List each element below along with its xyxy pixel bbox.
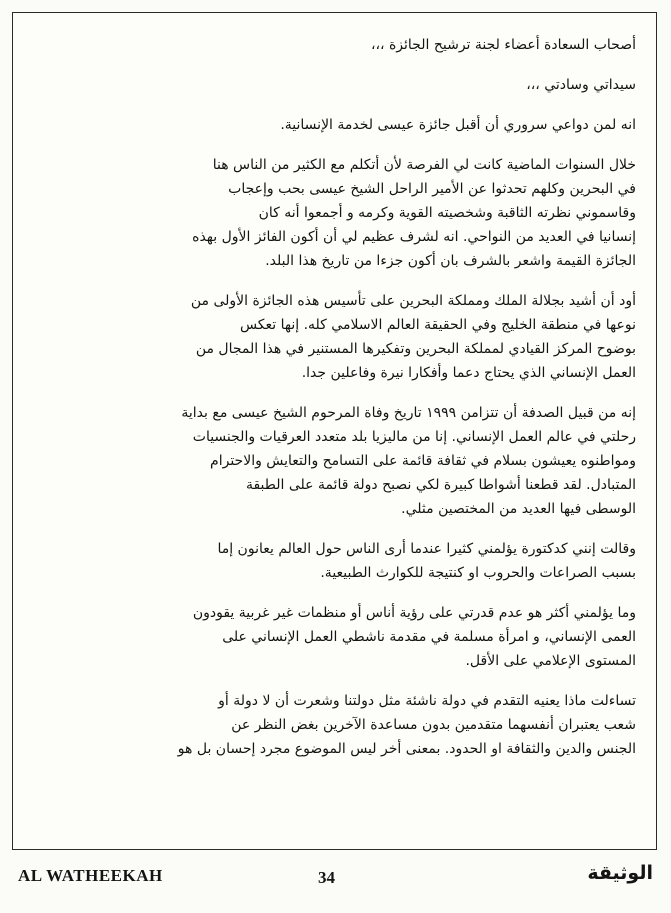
paragraph-line: في البحرين وكلهم تحدثوا عن الأمير الراحل الشيخ عيسى بحب وإعجاب	[228, 181, 636, 197]
salutation-line: أصحاب السعادة أعضاء لجنة ترشيح الجائزة ،،،	[370, 37, 636, 53]
paragraph-line: العمل الإنساني الذي يحتاج دعما وأفكارا نيرة وفاعلين جدا.	[301, 365, 636, 381]
paragraph-line: بسبب الصراعات والحروب او كنتيجة للكوارث الطبيعية.	[320, 565, 636, 581]
page-frame	[12, 12, 657, 850]
paragraph-line: وقاسموني نظرته الثاقبة وشخصيته القوية وكرمه و أجمعوا أنه كان	[258, 205, 636, 221]
paragraph-line: إنه من قبيل الصدفة أن تتزامن ١٩٩٩ تاريخ وفاة المرحوم الشيخ عيسى مع بداية	[181, 405, 636, 421]
paragraph-line: رحلتي في عالم العمل الإنساني. إنا من ماليزيا بلد متعدد العرقيات والجنسيات	[192, 429, 636, 445]
paragraph-line: الجائزة القيمة واشعر بالشرف بان أكون جزءا من تاريخ هذا البلد.	[265, 253, 636, 269]
page-footer	[0, 858, 671, 898]
salutation-line: سيداتي وسادتي ،،،	[526, 77, 636, 93]
paragraph-line: خلال السنوات الماضية كانت لي الفرصة لأن أتكلم مع الكثير من الناس هنا	[212, 157, 636, 173]
paragraph-line: وقالت إنني كدكتورة يؤلمني كثيرا عندما أرى الناس حول العالم يعانون إما	[217, 541, 636, 557]
paragraph-line: ومواطنوه يعيشون بسلام في ثقافة قائمة على التسامح والتعايش والاحترام	[210, 453, 636, 469]
paragraph-line: تساءلت ماذا يعنيه التقدم في دولة ناشئة مثل دولتنا وشعرت أن لا دولة أو	[218, 693, 636, 709]
paragraph-line: الوسطى فيها العديد من المختصين مثلي.	[401, 501, 636, 517]
paragraph-line: المستوى الإعلامي على الأقل.	[465, 653, 636, 669]
page-number: 34	[318, 868, 335, 887]
paragraph-line: العمى الإنساني، و امرأة مسلمة في مقدمة ناشطي العمل الإنساني على	[222, 629, 636, 645]
paragraph-line: شعب يعتبران أنفسهما متقدمين بدون مساعدة الآخرين بغض النظر عن	[231, 717, 636, 733]
paragraph-line: الجنس والدين والثقافة او الحدود. بمعنى أخر ليس الموضوع مجرد إحسان بل هو	[177, 741, 636, 757]
paragraph-line: إنسانيا في العديد من النواحي. انه لشرف عظيم لي أن أكون الفائز الأول بهذه	[192, 229, 636, 245]
paragraph-line: أود أن أشيد بجلالة الملك ومملكة البحرين على تأسيس هذه الجائزة الأولى من	[190, 293, 636, 309]
paragraph-line: وما يؤلمني أكثر هو عدم قدرتي على رؤية أناس أو منظمات غير غربية يقودون	[192, 605, 636, 621]
publication-name-arabic: الوثيقة	[587, 862, 653, 884]
document-body	[33, 33, 636, 761]
paragraph-line: بوضوح المركز القيادي لمملكة البحرين وتفكيرها المستنير في هذا المجال من	[195, 341, 636, 357]
paragraph-line: المتبادل. لقد قطعنا أشواطا كبيرة لكي نصبح دولة قائمة على الطبقة	[245, 477, 636, 493]
opening-line: انه لمن دواعي سروري أن أقبل جائزة عيسى لخدمة الإنسانية.	[280, 117, 636, 133]
publication-name-latin: AL WATHEEKAH	[18, 866, 163, 885]
paragraph-line: نوعها في منطقة الخليج وفي الحقيقة العالم الاسلامي كله. إنها تعكس	[239, 317, 636, 333]
